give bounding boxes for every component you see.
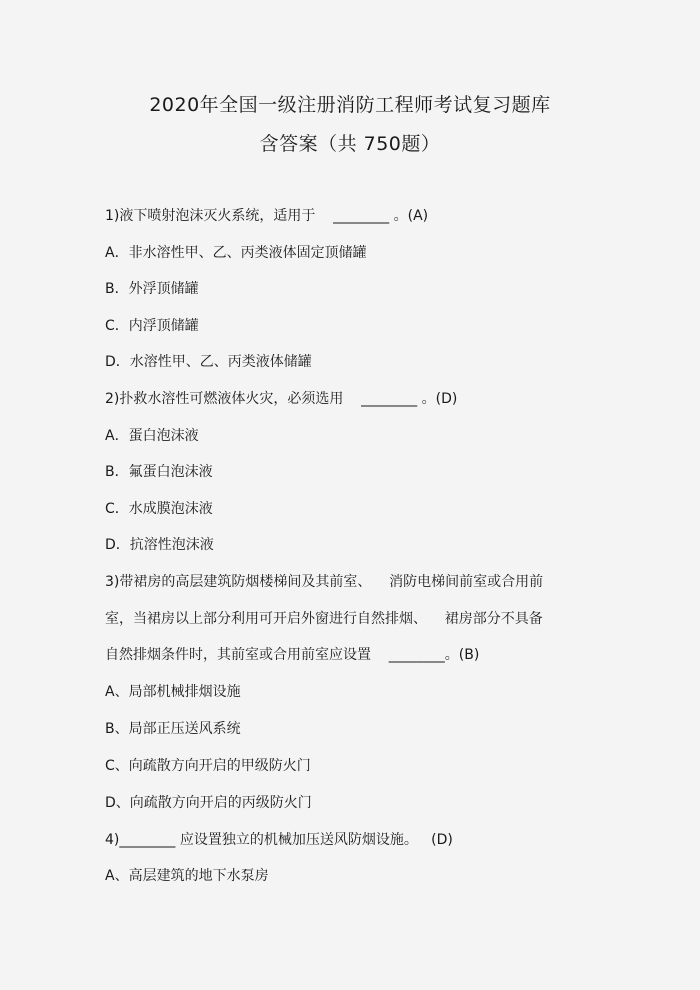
question-2-option-c: C．水成膜泡沫液: [105, 501, 213, 517]
question-3-option-a: A、局部机械排烟设施: [105, 684, 241, 700]
question-1-option-c: C．内浮顶储罐: [105, 318, 199, 334]
question-1-option-a: A．非水溶性甲、乙、丙类液体固定顶储罐: [105, 245, 367, 261]
question-4: 4)________ 应设置独立的机械加压送风防烟设施。 (D): [105, 832, 453, 848]
question-2-option-a: A．蛋白泡沫液: [105, 428, 199, 444]
question-2: 2)扑救水溶性可燃液体火灾，必须选用 ________ 。(D): [105, 391, 458, 407]
question-3-option-b: B、局部正压送风系统: [105, 721, 241, 737]
document-title: 2020年全国一级注册消防工程师考试复习题库: [149, 94, 551, 116]
document-subtitle: 含答案（共 750题）: [259, 133, 441, 155]
question-3-option-c: C、向疏散方向开启的甲级防火门: [105, 758, 311, 774]
question-2-option-d: D．抗溶性泡沫液: [105, 537, 214, 553]
question-1: 1)液下喷射泡沫灭火系统，适用于 ________ 。(A): [105, 208, 429, 224]
question-3-line-2: 室，当裙房以上部分利用可开启外窗进行自然排烟、 裙房部分不具备: [105, 611, 543, 627]
question-1-option-b: B．外浮顶储罐: [105, 281, 199, 297]
question-3-line-1: 3)带裙房的高层建筑防烟楼梯间及其前室、 消防电梯间前室或合用前: [105, 574, 544, 590]
question-4-option-a: A、高层建筑的地下水泵房: [105, 868, 269, 884]
question-1-option-d: D．水溶性甲、乙、丙类液体储罐: [105, 354, 312, 370]
question-2-option-b: B．氟蛋白泡沫液: [105, 464, 213, 480]
question-3-line-3: 自然排烟条件时，其前室或合用前室应设置 ________。(B): [105, 647, 480, 663]
question-3-option-d: D、向疏散方向开启的丙级防火门: [105, 795, 312, 811]
